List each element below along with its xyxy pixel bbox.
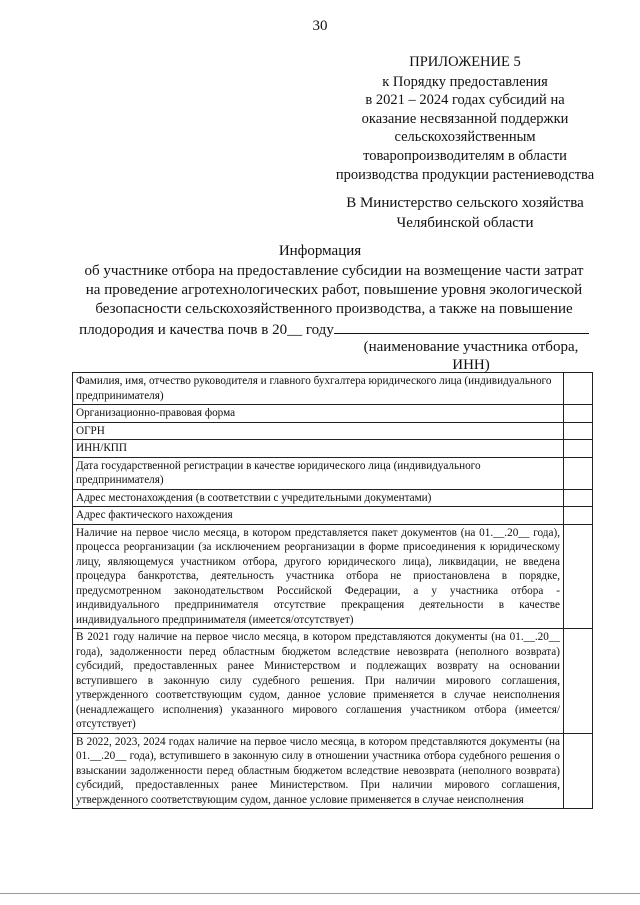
row-label: В 2021 году наличие на первое число месяца, в котором представляются документы (на 01.__.20__ года), задолженности перед областным бюджетом вследствие невозврата (неполного возврата) субсидий, предоставленных ранее Министерством и подлежащих возврату на основании вступившего в законную силу судебного решения. При наличии мирового соглашения, утвержденного соответствующим судом, данное условие применяется в случае неисполнения (ненадлежащего исполнения) указанного мирового соглашения участником отбора (имеется/отсутствует) — [73, 629, 564, 734]
table-row — [73, 373, 593, 405]
row-label: Наличие на первое число месяца, в котором представляется пакет документов (на 01.__.20__ года), процесса реорганизации (за исключением реорганизации в форме присоединения к юридическому лицу, являющемуся участником отбора, другого юридического лица), ликвидации, не введена процедура банкротства, деятельность участника отбора не приостановлена в порядке, предусмотренном законодательством Российской Федерации, а у участника отбора - индивидуального предпринимателя отсутствие прекращения деятельности в качестве индивидуального предпринимателя (имеется/отсутствует) — [73, 524, 564, 629]
row-label: ИНН/КПП — [73, 440, 564, 458]
info-description — [74, 262, 594, 340]
naming-caption — [355, 338, 587, 374]
appendix-line: товаропроизводителям в области — [363, 147, 567, 164]
row-value-cell[interactable] — [564, 440, 593, 458]
addressee-line: Челябинской области — [396, 215, 534, 231]
addressee-block — [330, 193, 600, 233]
participant-name-blank[interactable] — [334, 319, 589, 334]
table-row — [73, 524, 593, 629]
row-label: Адрес местонахождения (в соответствии с учредительными документами) — [73, 489, 564, 507]
row-label: ОГРН — [73, 422, 564, 440]
table-row — [73, 489, 593, 507]
appendix-line: в 2021 – 2024 годах субсидий на — [365, 92, 565, 109]
row-label: В 2022, 2023, 2024 годах наличие на первое число месяца, в котором представляются документы (на 01.__.20__ года), вступившего в законную силу в отношении участника отбора судебного решения о взыскании задолженности перед областным бюджетом вследствие невозврата (неполного возврата) субсидий, предоставленных ранее Министерством. При наличии мирового соглашения, утвержденного соответствующим судом, данное условие применяется в случае неисполнения — [73, 733, 564, 809]
row-value-cell[interactable] — [564, 457, 593, 489]
row-value-cell[interactable] — [564, 405, 593, 423]
row-value-cell[interactable] — [564, 373, 593, 405]
row-label: Дата государственной регистрации в качестве юридического лица (индивидуального предпринимателя) — [73, 457, 564, 489]
appendix-title: ПРИЛОЖЕНИЕ 5 — [409, 54, 521, 70]
appendix-block — [320, 53, 610, 184]
row-label: Фамилия, имя, отчество руководителя и главного бухгалтера юридического лица (индивидуального предпринимателя) — [73, 373, 564, 405]
page-number: 30 — [312, 18, 328, 34]
table-row — [73, 733, 593, 809]
info-line: на проведение агротехнологических работ, повышение уровня экологической — [85, 282, 583, 298]
row-label: Организационно-правовая форма — [73, 405, 564, 423]
row-value-cell[interactable] — [564, 422, 593, 440]
info-title: Информация — [278, 243, 362, 259]
appendix-line: оказание несвязанной поддержки — [361, 110, 569, 127]
table-row — [73, 440, 593, 458]
row-value-cell[interactable] — [564, 629, 593, 734]
participant-info-table — [72, 372, 593, 809]
table-row — [73, 457, 593, 489]
appendix-line: производства продукции растениеводства — [335, 166, 595, 183]
naming-line: ИНН) — [452, 357, 490, 373]
row-value-cell[interactable] — [564, 733, 593, 809]
row-value-cell[interactable] — [564, 489, 593, 507]
row-value-cell[interactable] — [564, 507, 593, 525]
info-line: безопасности сельскохозяйственного производства, а также на повышение — [95, 301, 573, 317]
row-value-cell[interactable] — [564, 524, 593, 629]
naming-line: (наименование участника отбора, — [363, 339, 579, 355]
row-label: Адрес фактического нахождения — [73, 507, 564, 525]
page-bottom-rule — [0, 893, 640, 894]
table-row — [73, 422, 593, 440]
info-line-with-blank — [74, 319, 594, 340]
table-row — [73, 405, 593, 423]
table-row — [73, 507, 593, 525]
appendix-line: сельскохозяйственным — [394, 129, 536, 146]
addressee-line: В Министерство сельского хозяйства — [346, 195, 584, 211]
info-line: об участнике отбора на предоставление субсидии на возмещение части затрат — [84, 263, 584, 279]
info-line: плодородия и качества почв в 20__ году — [79, 322, 334, 338]
appendix-line: к Порядку предоставления — [382, 73, 548, 90]
table-row — [73, 629, 593, 734]
